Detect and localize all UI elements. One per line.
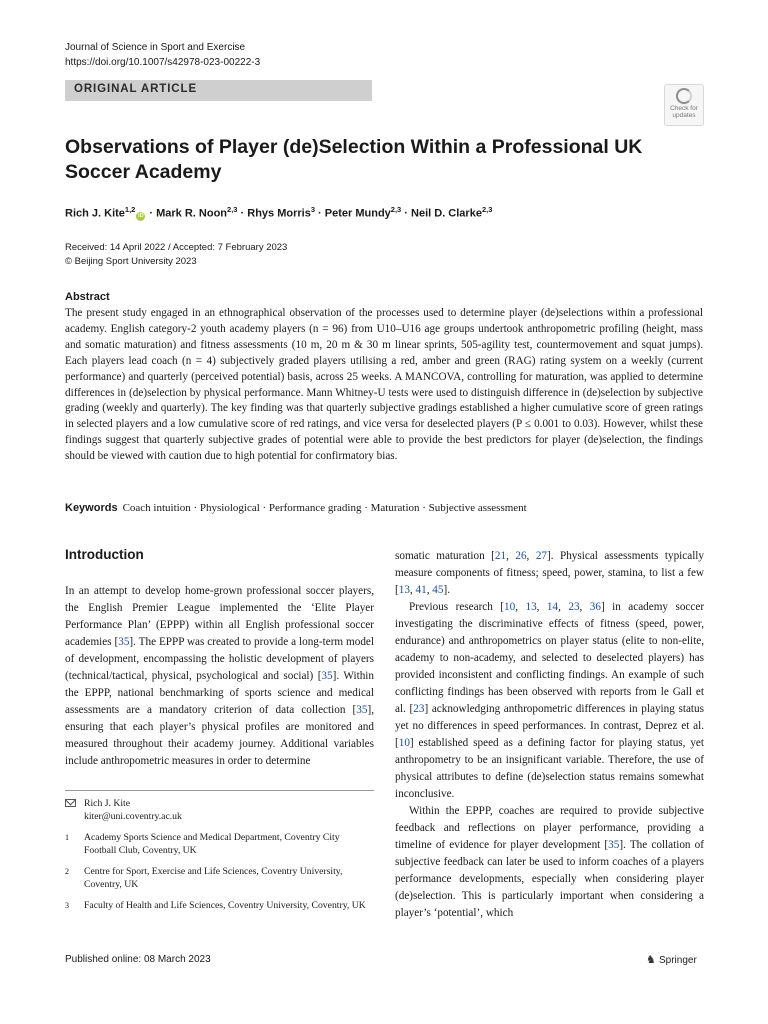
author-affiliation-marker: 2,3 bbox=[390, 205, 402, 214]
author-name[interactable]: Neil D. Clarke bbox=[411, 207, 482, 220]
journal-name: Journal of Science in Sport and Exercise bbox=[65, 42, 246, 53]
affiliation-number: 1 bbox=[65, 833, 69, 842]
contact-name: Rich J. Kite bbox=[84, 798, 131, 809]
article-type-banner bbox=[65, 80, 372, 101]
contact-footnote bbox=[65, 797, 374, 823]
paragraph: Within the EPPP, coaches are required to provide subjective feedback and reflections on player performance, providing a timeline of evidence for player development [35]. The collation of subjective feedback can later be used to inform coaches of a players performance developments, especially when considering player (de)selection. This is particularly important when considering a player’s ‘potential’, which bbox=[395, 805, 704, 919]
citation-link[interactable]: 35 bbox=[608, 839, 620, 851]
keywords-text: Coach intuition · Physiological · Performance grading · Maturation · Subjective assessment bbox=[122, 502, 527, 514]
paragraph: somatic maturation [21, 26, 27]. Physical assessments typically measure components of fitness; speed, power, stamina, to list a few [13, 41, 45]. bbox=[395, 550, 705, 596]
article-title: Observations of Player (de)Selection Within a Professional UK Soccer Academy bbox=[65, 136, 643, 183]
author-name[interactable]: Rhys Morris bbox=[247, 207, 311, 220]
abstract-heading: Abstract bbox=[65, 291, 110, 303]
author-affiliation-marker: 2,3 bbox=[227, 205, 238, 214]
affiliation-item bbox=[65, 831, 374, 857]
citation-link[interactable]: 23 bbox=[568, 601, 580, 613]
citation-link[interactable]: 35 bbox=[321, 670, 333, 682]
check-updates-line2: updates bbox=[672, 112, 696, 119]
citation-link[interactable]: 35 bbox=[118, 636, 130, 648]
author-name[interactable]: Mark R. Noon bbox=[156, 207, 228, 220]
citation-link[interactable]: 13 bbox=[398, 584, 410, 596]
publisher-logo bbox=[646, 953, 697, 966]
citation-link[interactable]: 23 bbox=[413, 703, 425, 715]
author-affiliation-marker: 2,3 bbox=[481, 205, 493, 214]
keywords bbox=[65, 501, 705, 516]
article-dates bbox=[65, 241, 287, 269]
citation-link[interactable]: 14 bbox=[546, 601, 559, 613]
footnote-divider bbox=[65, 790, 374, 791]
orcid-icon[interactable]: iD bbox=[138, 212, 144, 219]
author-name[interactable]: Rich J. Kite bbox=[65, 207, 125, 220]
citation-link[interactable]: 27 bbox=[535, 550, 547, 562]
check-for-updates-badge[interactable] bbox=[664, 84, 704, 126]
copyright: © Beijing Sport University 2023 bbox=[65, 256, 197, 267]
keywords-heading: Keywords bbox=[65, 502, 118, 514]
intro-left-column bbox=[65, 583, 374, 770]
abstract-text: The present study engaged in an ethnographical observation of the processes used to determine player (de)selections within a professional academy. English category-2 youth academy players (n = 96) from U10–U16 age groups undertook anthropometric profiling (height, mass and somatic maturation) and fitness assessments (10 m, 20 m & 30 m linear sprints, 505-agility test, countermovement and squat jumps). Each players lead coach (n = 4) subjectively graded players utilising a red, amber and green (RAG) rating system on a weekly (current performance) and quarterly (perceived potential) basis, across 25 weeks. A MANCOVA, controlling for maturation, was applied to determine differences in (de)selection by physical performance. Mann Whitney-U tests were used to distinguish difference in (de)selection by subjective grading (weekly and quarterly). The key finding was that quarterly subjective gradings established a higher cumulative score of green ratings in selected players and a low cumulative score of red ratings, and vice versa for deselected players (P ≤ 0.001 to 0.03). However, whilst these findings suggest that quarterly subjective grades of potential were able to provide the best predictors for player (de)selection, the findings should be viewed with caution due to high potential for confirmatory bias. bbox=[65, 307, 703, 463]
received-accepted: Received: 14 April 2022 / Accepted: 7 February 2023 bbox=[65, 242, 288, 253]
affiliation-item bbox=[65, 899, 374, 912]
citation-link[interactable]: 10 bbox=[504, 601, 516, 613]
journal-info bbox=[65, 40, 260, 70]
affiliation-number: 2 bbox=[65, 867, 69, 876]
introduction-heading: Introduction bbox=[65, 547, 144, 562]
doi-link[interactable]: https://doi.org/10.1007/s42978-023-00222-3 bbox=[65, 57, 261, 68]
citation-link[interactable]: 21 bbox=[494, 550, 507, 562]
citation-link[interactable]: 41 bbox=[415, 584, 427, 596]
citation-link[interactable]: 10 bbox=[398, 737, 410, 749]
springer-horse-icon: ♞ bbox=[646, 954, 656, 966]
affiliation-list bbox=[65, 831, 374, 912]
affiliation-text: Academy Sports Science and Medical Department, Coventry City Football Club, Coventry, UK bbox=[84, 832, 340, 856]
citation-link[interactable]: 26 bbox=[515, 550, 527, 562]
paragraph: Previous research [10, 13, 14, 23, 36] in academy soccer investigating the discriminative effects of fitness (speed, power, endurance) and anthropometrics on player status (elite to non-elite, academy to non-academy, and selected to deselected players) has provided inconsistent and conflicting findings. An example of such conflicting findings has been observed with reports from le Gall et al. [23] acknowledging anthropometric differences in playing status yet no differences in speed performances. In contrast, Deprez et al. [10] established speed as a defining factor for playing status, yet anthropometry to be an insignificant variable. Therefore, the use of physical attributes to define (de)selection status remains somewhat inconclusive. bbox=[395, 601, 705, 800]
article-type: ORIGINAL ARTICLE bbox=[74, 83, 198, 95]
intro-right-column bbox=[395, 548, 704, 922]
refresh-icon bbox=[676, 88, 692, 104]
affiliation-number: 3 bbox=[65, 901, 69, 910]
published-date: Published online: 08 March 2023 bbox=[65, 954, 211, 965]
publisher-name: Springer bbox=[659, 955, 697, 966]
citation-link[interactable]: 45 bbox=[432, 584, 444, 596]
author-affiliation-marker: 3 bbox=[310, 205, 315, 214]
citation-link[interactable]: 13 bbox=[525, 601, 537, 613]
affiliation-item bbox=[65, 865, 374, 891]
affiliation-text: Centre for Sport, Exercise and Life Sciences, Coventry University, Coventry, UK bbox=[84, 866, 343, 890]
footnotes bbox=[65, 797, 374, 920]
check-updates-line1: Check for bbox=[670, 105, 698, 112]
affiliation-text: Faculty of Health and Life Sciences, Coventry University, Coventry, UK bbox=[84, 900, 366, 911]
envelope-icon bbox=[65, 799, 76, 807]
citation-link[interactable]: 36 bbox=[589, 601, 601, 613]
author-list: Rich J. Kite$^{1,2}$iD · Mark R. Noon$^{2,3}$ · Rhys Morris$^3$ · Peter Mundy$^{2,3}$ · Neil D. Clarke$^{2,3}$ bbox=[65, 205, 493, 220]
paragraph: In an attempt to develop home-grown professional soccer players, the English Premier League implemented the ‘Elite Player Performance Plan’ (EPPP) within all English professional soccer academies [35]. The EPPP was created to provide a long-term model of development, encompassing the holistic development of players (technical/tactical, physical, psychological and social) [35]. Within the EPPP, national benchmarking of sports science and medical assessments are a mandatory criterion of data collection [35], ensuring that each player’s physical profiles are monitored and measured throughout their academy journey. Additional variables include anthropometric measures in order to determine bbox=[65, 585, 374, 767]
author-affiliation-marker: 1,2 bbox=[124, 205, 136, 214]
author-name[interactable]: Peter Mundy bbox=[324, 207, 391, 220]
contact-email[interactable]: kiter@uni.coventry.ac.uk bbox=[84, 811, 182, 822]
citation-link[interactable]: 35 bbox=[356, 704, 368, 716]
